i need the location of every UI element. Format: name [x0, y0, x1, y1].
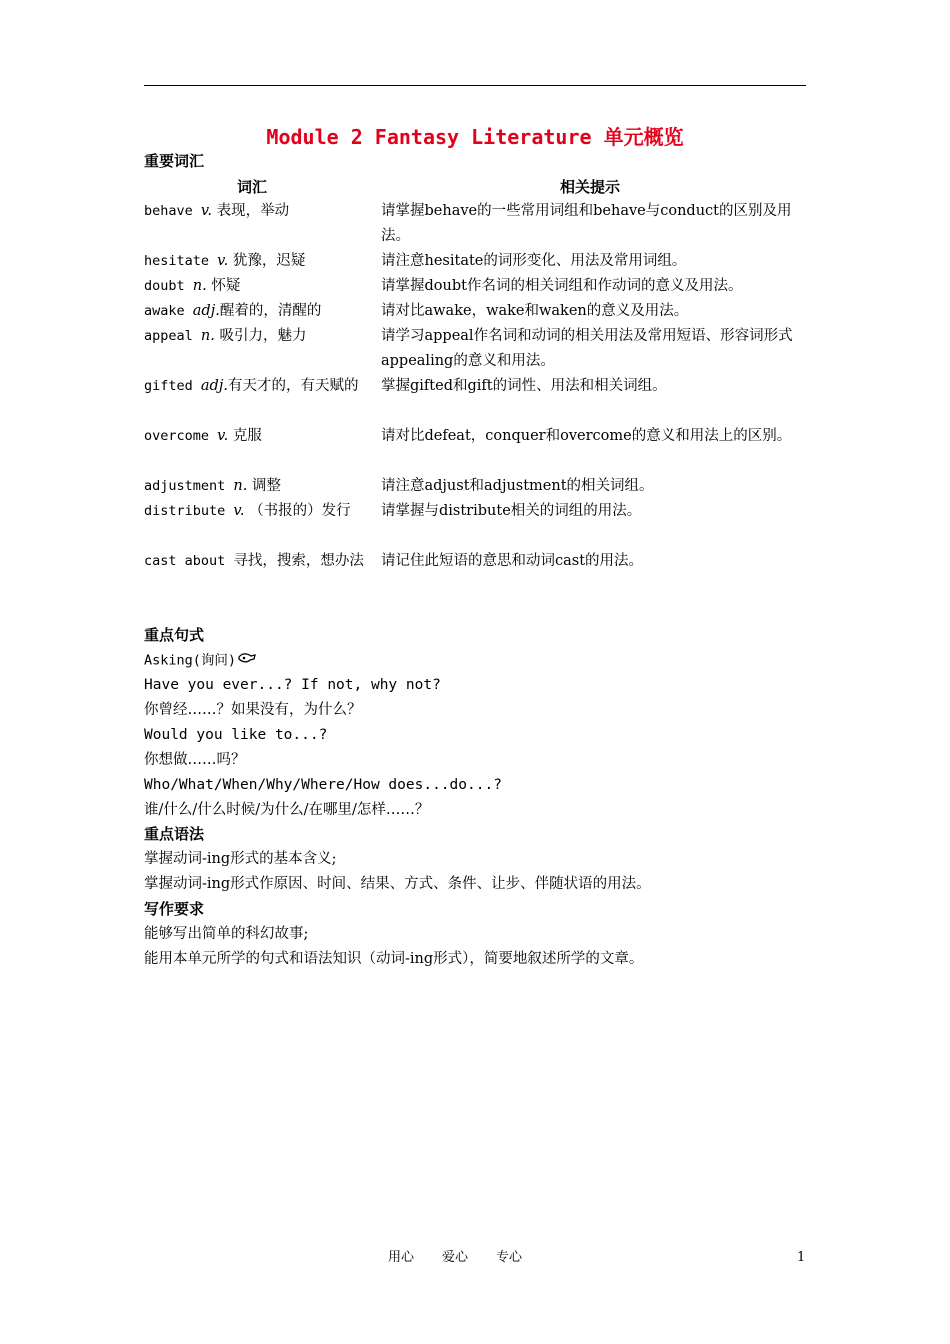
vocab-hint: 请学习appeal作名词和动词的相关用法及常用短语、形容词形式appealing的意义和用法。: [381, 328, 793, 369]
vocab-pos: n.: [192, 278, 207, 294]
vocab-word: adjustment: [144, 478, 234, 494]
sentence-line: 你曾经……？如果没有，为什么？: [144, 702, 362, 718]
vocab-meaning: 调整: [247, 478, 281, 494]
vocab-hint: 请注意adjust和adjustment的相关词组。: [381, 478, 654, 494]
vocab-pos: v.: [233, 503, 245, 519]
asking-label: Asking(询问): [144, 652, 237, 669]
vocab-pos: n.: [200, 328, 215, 344]
vocab-word: cast about: [144, 553, 234, 569]
vocab-meaning: 表现，举动: [212, 203, 290, 219]
vocab-word: awake: [144, 303, 193, 319]
vocab-hint: 请掌握behave的一些常用词组和behave与conduct的区别及用法。: [381, 203, 792, 244]
sentence-line: Who/What/When/Why/Where/How does...do...?: [144, 777, 502, 793]
vocab-pos: adj.: [200, 378, 228, 394]
vocab-hint: 请注意hesitate的词形变化、用法及常用词组。: [381, 253, 687, 269]
grammar-heading: 重点语法: [144, 825, 205, 843]
vocab-word: gifted: [144, 378, 201, 394]
vocab-meaning: 犹豫，迟疑: [228, 253, 306, 269]
vocab-meaning: 怀疑: [206, 278, 241, 294]
writing-heading: 写作要求: [144, 900, 205, 918]
vocab-pos: v.: [200, 203, 212, 219]
vocab-meaning: 寻找，搜索，想办法: [233, 553, 364, 569]
writing-line: 能用本单元所学的句式和语法知识（动词-ing形式），简要地叙述所学的文章。: [144, 951, 644, 967]
header-rule: [144, 85, 806, 86]
sentence-line: 谁/什么/什么时候/为什么/在哪里/怎样……？: [144, 802, 430, 818]
vocab-hint: 掌握gifted和gift的词性、用法和相关词组。: [381, 378, 667, 394]
vocab-word: hesitate: [144, 253, 218, 269]
vocab-hint: 请掌握doubt作名词的相关词组和作动词的意义及用法。: [381, 278, 743, 294]
title-chinese: 单元概览: [603, 125, 684, 149]
asking-line: [144, 648, 806, 674]
col-header-word: 词汇: [237, 178, 268, 196]
sentence-line: Would you like to...?: [144, 727, 328, 743]
page-title: [144, 122, 806, 152]
vocab-word: appeal: [144, 328, 201, 344]
sentence-line: 你想做……吗？: [144, 752, 246, 768]
vocab-meaning: （书报的）发行: [244, 503, 351, 519]
vocab-meaning: 有天才的，有天赋的: [227, 378, 359, 394]
vocab-pos: v.: [217, 428, 229, 444]
vocab-meaning: 醒着的，清醒的: [219, 303, 322, 319]
sentence-line: Have you ever...? If not, why not?: [144, 677, 441, 693]
sentences-heading: 重点句式: [144, 626, 205, 644]
vocab-heading: 重要词汇: [144, 152, 205, 170]
vocab-word: doubt: [144, 278, 193, 294]
vocab-pos: v.: [217, 253, 229, 269]
vocab-word: overcome: [144, 428, 218, 444]
vocab-hint: 请对比awake，wake和waken的意义及用法。: [381, 303, 689, 319]
vocab-hint: 请记住此短语的意思和动词cast的用法。: [381, 553, 644, 569]
footer-motto-item: 专心: [496, 1250, 523, 1265]
grammar-line: 掌握动词-ing形式作原因、时间、结果、方式、条件、让步、伴随状语的用法。: [144, 876, 651, 892]
pencil-icon: [238, 648, 256, 673]
vocab-word: distribute: [144, 503, 234, 519]
footer-motto-item: 用心: [388, 1250, 415, 1265]
vocab-meaning: 吸引力，魅力: [214, 328, 307, 344]
vocab-pos: n.: [233, 478, 248, 494]
grammar-line: 掌握动词-ing形式的基本含义;: [144, 851, 337, 867]
col-header-hint: 相关提示: [560, 178, 621, 196]
title-english: Module 2 Fantasy Literature: [266, 125, 604, 149]
footer-motto: [388, 1249, 548, 1267]
vocab-meaning: 克服: [228, 428, 262, 444]
page-number: 1: [797, 1250, 806, 1265]
writing-line: 能够写出简单的科幻故事;: [144, 926, 309, 942]
vocab-pos: adj.: [192, 303, 220, 319]
vocab-hint: 请对比defeat，conquer和overcome的意义和用法上的区别。: [381, 428, 792, 444]
footer-motto-item: 爱心: [442, 1250, 469, 1265]
vocab-hint: 请掌握与distribute相关的词组的用法。: [381, 503, 642, 519]
vocab-word: behave: [144, 203, 201, 219]
